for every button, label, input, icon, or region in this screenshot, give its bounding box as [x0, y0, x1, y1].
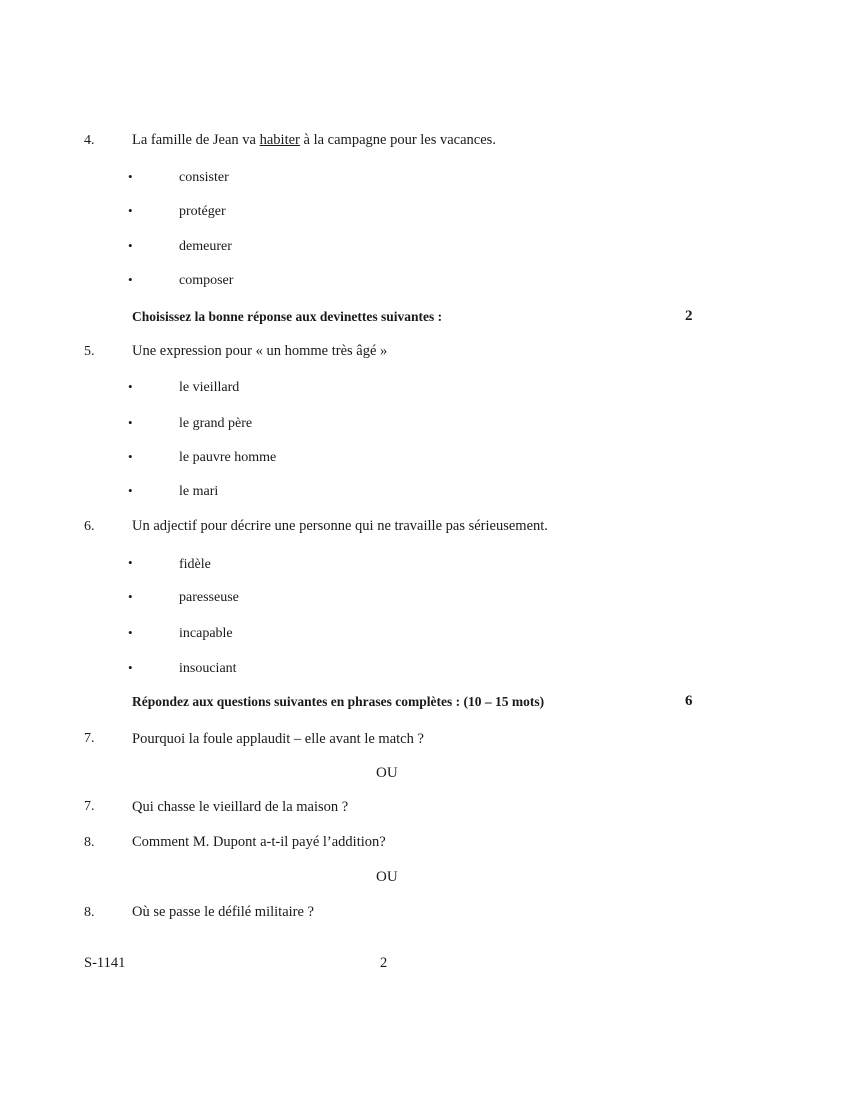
or-separator: OU — [376, 869, 398, 885]
question-number: 6. — [84, 519, 95, 534]
bullet-icon: • — [128, 415, 133, 430]
underlined-word: habiter — [259, 132, 300, 148]
bullet-icon: • — [128, 203, 133, 218]
page-number: 2 — [380, 955, 388, 971]
option: consister — [179, 170, 229, 185]
question-7-alt-text: Qui chasse le vieillard de la maison ? — [132, 799, 349, 815]
section-marks: 2 — [685, 308, 693, 324]
bullet-icon: • — [128, 555, 133, 570]
section-title: Répondez aux questions suivantes en phrases complètes : (10 – 15 mots) — [132, 694, 545, 709]
bullet-icon: • — [128, 660, 133, 675]
question-number: 8. — [84, 835, 95, 850]
bullet-icon: • — [128, 169, 133, 184]
question-7-text: Pourquoi la foule applaudit – elle avant le match ? — [132, 731, 424, 747]
option: protéger — [179, 204, 226, 219]
question-8-text: Comment M. Dupont a-t-il payé l’addition? — [132, 834, 386, 850]
bullet-icon: • — [128, 625, 133, 640]
bullet-icon: • — [128, 272, 133, 287]
question-4-text: La famille de Jean va habiter à la campagne pour les vacances. — [132, 132, 496, 148]
bullet-icon: • — [128, 238, 133, 253]
option: fidèle — [179, 557, 211, 572]
option: composer — [179, 273, 234, 288]
question-6-text: Un adjectif pour décrire une personne qui ne travaille pas sérieusement. — [132, 518, 548, 534]
bullet-icon: • — [128, 449, 133, 464]
bullet-icon: • — [128, 483, 133, 498]
option: le grand père — [179, 416, 253, 431]
option: le mari — [179, 484, 219, 499]
question-number: 5. — [84, 344, 95, 359]
option: le vieillard — [179, 380, 240, 395]
or-separator: OU — [376, 765, 398, 781]
option: paresseuse — [179, 590, 239, 605]
question-5-text: Une expression pour « un homme très âgé » — [132, 343, 388, 359]
option: incapable — [179, 626, 233, 641]
option: le pauvre homme — [179, 450, 277, 465]
bullet-icon: • — [128, 379, 133, 394]
question-number: 7. — [84, 799, 95, 814]
section-marks: 6 — [685, 693, 693, 709]
option: demeurer — [179, 239, 232, 254]
question-number: 8. — [84, 905, 95, 920]
question-8-alt-text: Où se passe le défilé militaire ? — [132, 904, 314, 920]
question-number: 7. — [84, 731, 95, 746]
option: insouciant — [179, 661, 237, 676]
section-title: Choisissez la bonne réponse aux devinettes suivantes : — [132, 309, 443, 324]
paper-code: S-1141 — [84, 955, 126, 971]
bullet-icon: • — [128, 589, 133, 604]
question-number: 4. — [84, 133, 95, 148]
